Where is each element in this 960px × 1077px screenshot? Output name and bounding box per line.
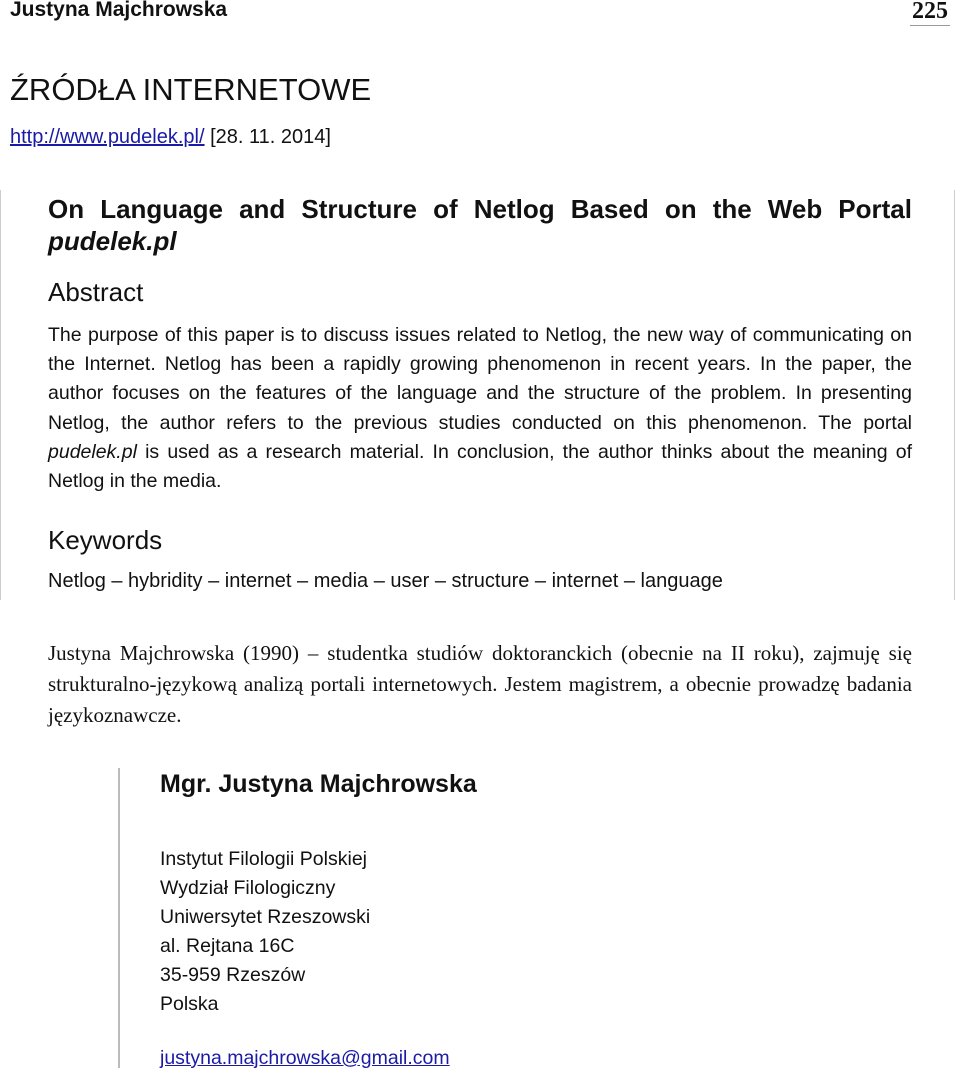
contact-block-rule bbox=[118, 768, 120, 1068]
contact-city: 35-959 Rzeszów bbox=[160, 964, 306, 986]
running-header-author: Justyna Majchrowska bbox=[10, 0, 228, 21]
abstract-portal-name: pudelek.pl bbox=[48, 440, 137, 463]
sources-heading: ŹRÓDŁA INTERNETOWE bbox=[10, 72, 372, 107]
source-date: [28. 11. 2014] bbox=[210, 126, 331, 148]
contact-country: Polska bbox=[160, 993, 219, 1015]
contact-institute: Instytut Filologii Polskiej bbox=[160, 848, 367, 870]
paper-title bbox=[48, 193, 912, 257]
abstract-text-part2: is used as a research material. In conclusion, the author thinks about the meaning of Netlog in the media. bbox=[48, 440, 912, 493]
paper-title-main: On Language and Structure of Netlog Based on the Web Portal bbox=[48, 194, 912, 224]
abstract-box-left-border bbox=[0, 190, 1, 600]
abstract-box-right-border bbox=[954, 190, 955, 600]
contact-email bbox=[160, 1047, 450, 1070]
author-bio: Justyna Majchrowska (1990) – studentka studiów doktoranckich (obecnie na II roku), zajmuję się strukturalno-językową analizą portali internetowych. Jestem magistrem, a obecnie prowadzę badania językoznawcze. bbox=[48, 641, 912, 727]
contact-name: Mgr. Justyna Majchrowska bbox=[160, 770, 477, 798]
abstract-heading: Abstract bbox=[48, 277, 144, 307]
keywords-list: Netlog – hybridity – internet – media – user – structure – internet – language bbox=[48, 570, 723, 592]
contact-university: Uniwersytet Rzeszowski bbox=[160, 906, 371, 928]
source-link[interactable]: http://www.pudelek.pl/ bbox=[10, 126, 205, 148]
contact-faculty: Wydział Filologiczny bbox=[160, 877, 336, 899]
contact-email-link[interactable]: justyna.majchrowska@gmail.com bbox=[160, 1047, 450, 1069]
contact-address bbox=[160, 845, 370, 1019]
abstract-text-part1: The purpose of this paper is to discuss issues related to Netlog, the new way of communicating on the Internet. Netlog has been a rapidly growing phenomenon in recent years. In the paper, the author focuses on the features of the language and the structure of the problem. In presenting Netlog, the author refers to the previous studies conducted on this phenomenon. The portal bbox=[48, 324, 912, 434]
source-entry bbox=[10, 126, 331, 149]
abstract-body bbox=[48, 321, 912, 496]
keywords-heading: Keywords bbox=[48, 525, 163, 555]
page-number: 225 bbox=[912, 0, 948, 24]
contact-street: al. Rejtana 16C bbox=[160, 935, 295, 957]
paper-title-site: pudelek.pl bbox=[48, 226, 177, 256]
